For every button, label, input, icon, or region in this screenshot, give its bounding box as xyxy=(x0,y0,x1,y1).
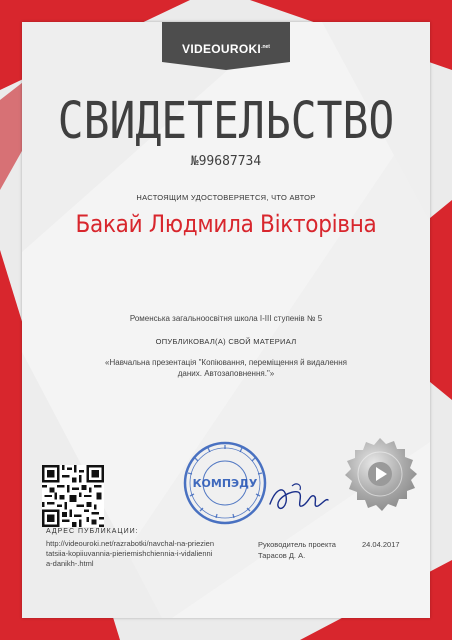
logo-banner xyxy=(162,22,290,70)
stamp-seal-icon xyxy=(180,438,270,528)
stamp-center-text: КОМПЭДУ xyxy=(192,477,258,490)
certificate-number: №99687734 xyxy=(190,154,262,169)
project-head-name: Тарасов Д. А. xyxy=(258,551,306,560)
author-name: Бакай Людмила Вікторівна xyxy=(75,210,377,238)
qr-code-icon xyxy=(42,465,104,527)
address-label: АДРЕС ПУБЛИКАЦИИ: xyxy=(46,528,139,535)
logo-suffix: .net xyxy=(261,44,270,50)
logo xyxy=(162,42,290,56)
logo-text: VIDEOUROKI xyxy=(182,42,262,56)
publication-link[interactable]: http://videouroki.net/razrabotki/navchal-na-priezientatsiia-kopiiuvannia-pieriemishchiennia-i-vidaliennia-danikh-.html xyxy=(46,539,215,568)
certify-text: НАСТОЯЩИМ УДОСТОВЕРЯЕТСЯ, ЧТО АВТОР xyxy=(136,193,316,202)
signature-icon xyxy=(262,478,332,518)
certificate-title: СВИДЕТЕЛЬСТВО xyxy=(57,92,395,151)
school-name: Роменська загальноосвітня школа І-ІІІ ступенів № 5 xyxy=(129,314,323,323)
published-text: ОПУБЛИКОВАЛ(А) СВОЙ МАТЕРИАЛ xyxy=(155,337,297,346)
material-title: «Навчальна презентація "Копіювання, переміщення й видалення даних. Автозаповнення."» xyxy=(105,358,347,378)
play-seal-icon xyxy=(340,436,420,516)
issue-date: 24.04.2017 xyxy=(362,540,400,549)
project-head-label: Руководитель проекта xyxy=(258,540,336,549)
